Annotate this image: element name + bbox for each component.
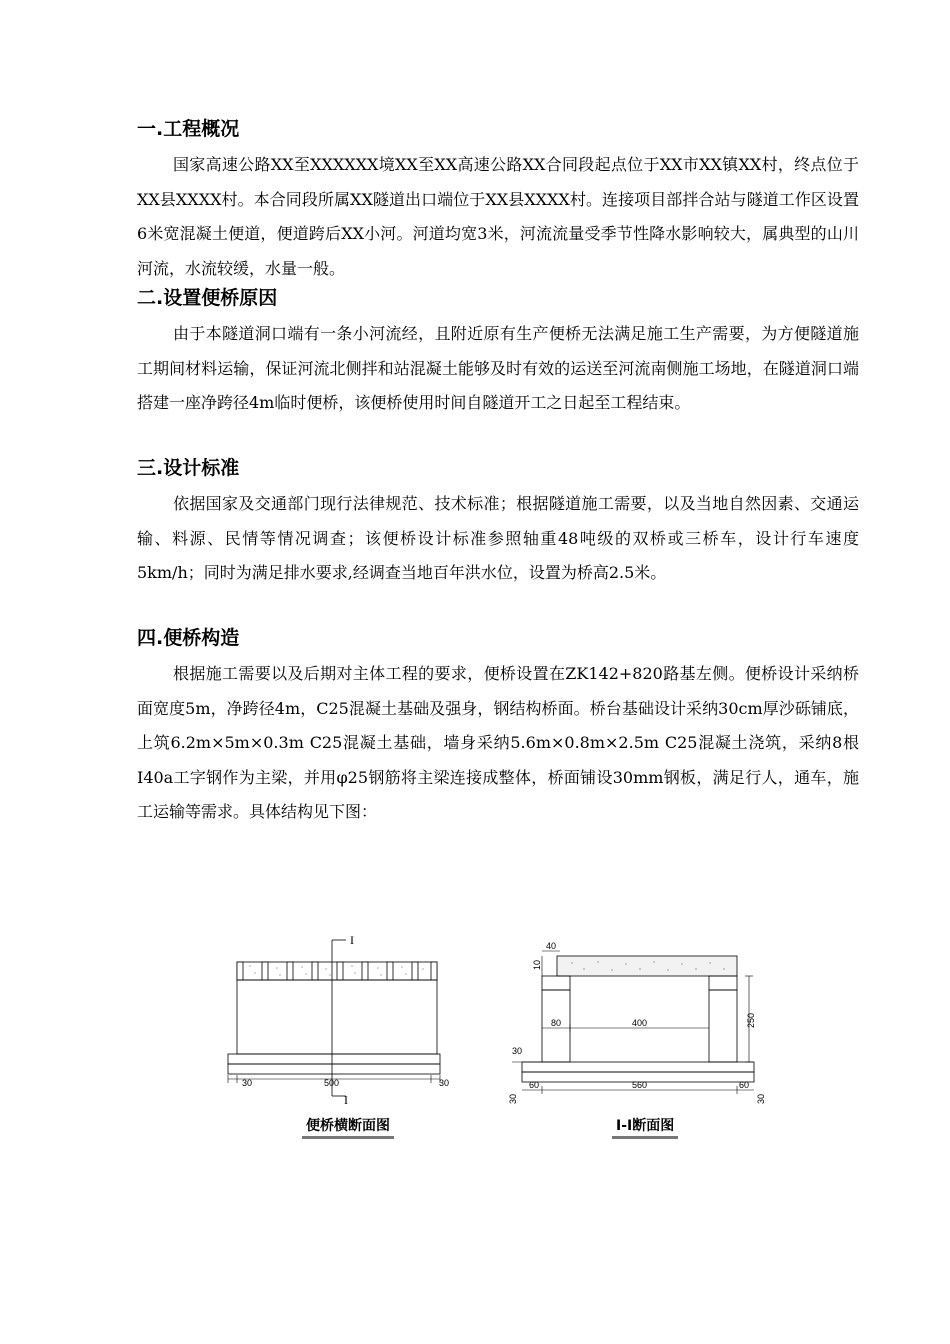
dim-bottom-560: 560 xyxy=(632,1080,648,1090)
dim-wall-80: 80 xyxy=(551,1018,562,1028)
figure-caption-cross-section: 便桥横断面图 xyxy=(302,1117,394,1139)
dim-top-10: 10 xyxy=(532,959,542,970)
section-heading-2: 二.设置便桥原因 xyxy=(137,287,278,309)
dim-base-30: 30 xyxy=(512,1046,523,1056)
dim-height-250: 250 xyxy=(746,1012,756,1028)
section-heading-1: 一.工程概况 xyxy=(137,118,240,140)
dim-left: 30 xyxy=(242,1078,253,1088)
dim-right: 30 xyxy=(439,1078,450,1088)
section-heading-4: 四.便桥构造 xyxy=(137,627,240,649)
dim-span: 500 xyxy=(324,1078,340,1088)
section-1-1-figure xyxy=(502,936,767,1108)
dim-base-side-right: 30 xyxy=(756,1093,766,1104)
section-body-1: 国家高速公路XX至XXXXXX境XX至XX高速公路XX合同段起点位于XX市XX镇XX村，终点位于XX县XXXX村。本合同段所属XX隧道出口端位于XX县XXXX村。连接项目部拌合站与隧道工作区设置6米宽混凝土便道，便道跨后XX小河。河道均宽3米，河流流量受季节性降水影响较大，属典型的山川河流，水流较缓，水量一般。 xyxy=(137,155,859,278)
dim-base-side-left: 30 xyxy=(508,1093,518,1104)
section-body-4: 根据施工需要以及后期对主体工程的要求，便桥设置在ZK142+820路基左侧。便桥设计采纳桥面宽度5m，净跨径4m，C25混凝土基础及强身，钢结构桥面。桥台基础设计采纳30cm厚沙砾铺底，上筑6.2m×5m×0.3m C25混凝土基础，墙身采纳5.6m×0.8m×2.5m C25混凝土浇筑，采纳8根I40a工字钢作为主梁，并用φ25钢筋将主梁连接成整体，桥面铺设30mm钢板，满足行人，通车，施工运输等需求。具体结构见下图： xyxy=(137,664,859,821)
section-heading-3: 三.设计标准 xyxy=(137,457,240,479)
dim-top-40: 40 xyxy=(546,941,557,951)
dim-span-400: 400 xyxy=(632,1018,648,1028)
bridge-cross-section-figure xyxy=(222,928,450,1108)
dim-bottom-60-left: 60 xyxy=(529,1080,540,1090)
section-body-2: 由于本隧道洞口端有一条小河流经，且附近原有生产便桥无法满足施工生产需要，为方便隧道施工期间材料运输，保证河流北侧拌和站混凝土能够及时有效的运送至河流南侧施工场地，在隧道洞口端搭建一座净跨径4m临时便桥，该便桥使用时间自隧道开工之日起至工程结束。 xyxy=(137,324,859,412)
section-mark-top: I xyxy=(350,933,354,947)
bridge-cross-section-drawing xyxy=(222,928,450,1108)
section-body-3: 依据国家及交通部门现行法律规范、技术标准；根据隧道施工需要，以及当地自然因素、交通运输、料源、民情等情况调查；该便桥设计标准参照轴重48吨级的双桥或三桥车，设计行车速度5km/h；同时为满足排水要求,经调查当地百年洪水位，设置为桥高2.5米。 xyxy=(137,494,859,582)
section-1-1-drawing xyxy=(502,936,767,1108)
figure-caption-section-1-1: I-I断面图 xyxy=(612,1117,678,1139)
dim-bottom-60-right: 60 xyxy=(739,1080,750,1090)
section-mark-bottom: I xyxy=(344,1093,348,1107)
